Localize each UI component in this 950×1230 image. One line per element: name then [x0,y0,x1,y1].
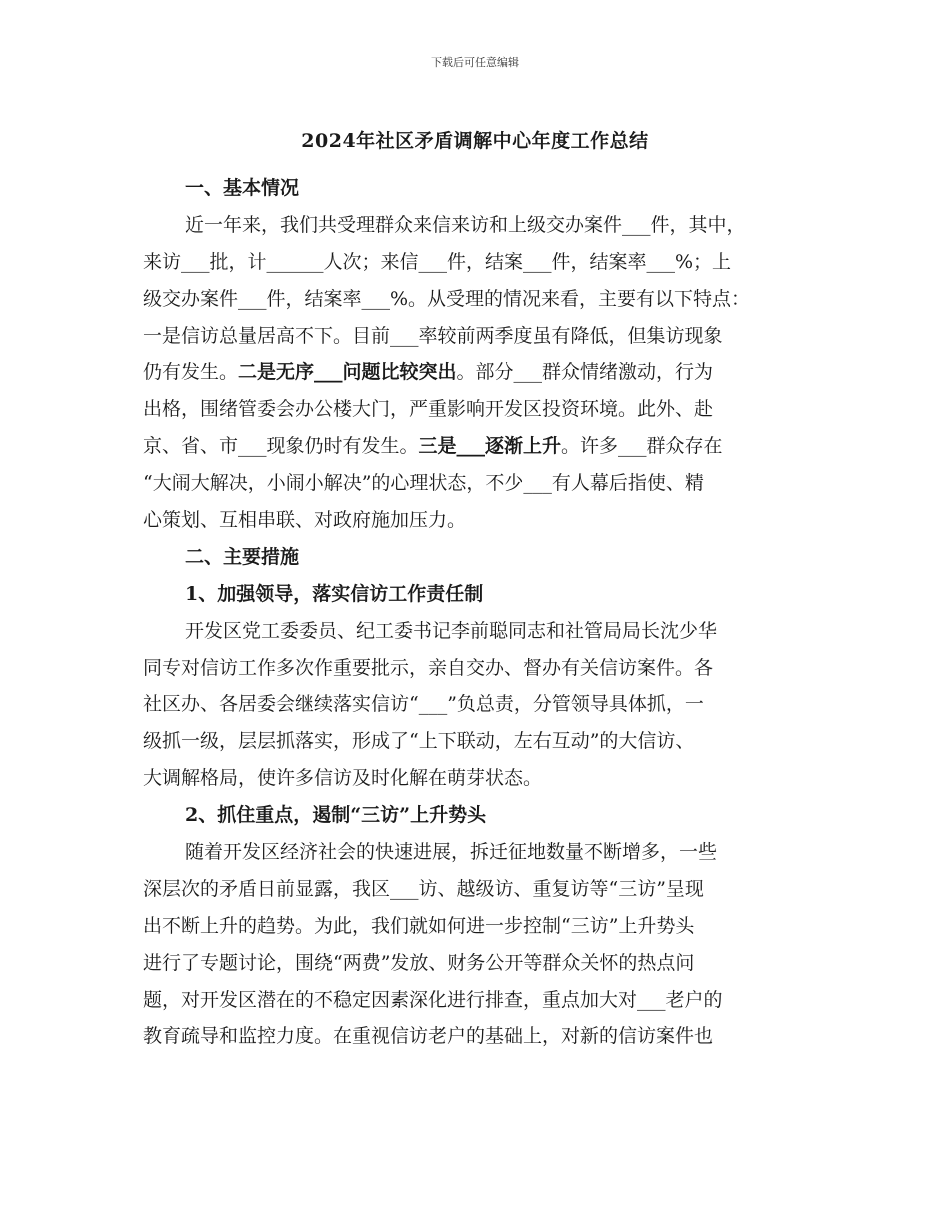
paragraph-line: 出格，围绪管委会办公楼大门，严重影响开发区投资环境。此外、赴 [143,398,714,421]
text-run: 。许多___群众存在 [561,435,723,458]
text-run: 京、省、市___现象仍时有发生。 [143,435,419,458]
paragraph-line: “大闹大解决，小闹小解决”的心理状态，不少___有人幕后指使、精 [143,472,704,495]
paragraph-line-mixed [143,428,815,465]
paragraph-line: 大调解格局，使许多信访及时化解在萌芽状态。 [143,767,543,790]
paragraph-line: 级交办案件___件，结案率___%。从受理的情况来看，主要有以下特点： [143,287,751,310]
paragraph-line: 出不断上升的趋势。为此，我们就如何进一步控制“三访”上升势头 [143,914,695,937]
paragraph-line: 进行了专题讨论，围绕“两费”发放、财务公开等群众关怀的热点问 [143,951,695,974]
text-run: 。部分___群众情绪激动，行为 [456,361,714,384]
subsection-heading-1: 1、加强领导，落实信访工作责任制 [185,582,484,605]
page-header-note: 下载后可任意编辑 [431,56,519,69]
paragraph-line: 题，对开发区潜在的不稳定因素深化进行排查，重点加大对___老户的 [143,988,723,1011]
paragraph-line: 深层次的矛盾日前显露，我区___访、越级访、重复访等“三访”呈现 [143,877,704,900]
paragraph-line: 社区办、各居委会继续落实信访“___”负总责，分管领导具体抓，一 [143,693,704,716]
document-title: 2024年社区矛盾调解中心年度工作总结 [301,130,649,152]
paragraph-line: 来访___批，计______人次；来信___件，结案___件，结案率___%；上 [143,250,732,273]
paragraph-line: 级抓一级，层层抓落实，形成了“上下联动，左右互动”的大信访、 [143,730,695,753]
section-heading-measures: 二、主要措施 [185,545,300,568]
bold-phrase: 三是___逐渐上升 [418,435,562,458]
section-heading-basic: 一、基本情况 [185,177,300,199]
text-run: 仍有发生。 [143,361,239,384]
paragraph-line: 近一年来，我们共受理群众来信来访和上级交办案件___件，其中， [185,213,746,236]
bold-phrase: 二是无序___问题比较突出 [238,361,457,384]
paragraph-line: 教育疏导和监控力度。在重视信访老户的基础上，对新的信访案件也 [143,1025,714,1048]
paragraph-line: 心策划、互相串联、对政府施加压力。 [143,509,467,532]
paragraph-line-mixed [143,354,815,391]
paragraph-line: 同专对信访工作多次作重要批示，亲自交办、督办有关信访案件。各 [143,656,714,679]
paragraph-line: 随着开发区经济社会的快速进展，拆迁征地数量不断增多，一些 [185,841,718,864]
paragraph-line: 开发区党工委委员、纪工委书记李前聪同志和社管局局长沈少华 [185,619,718,642]
subsection-heading-2: 2、抓住重点，遏制“三访”上升势头 [185,804,487,827]
document-body [143,170,815,1055]
paragraph-line: 一是信访总量居高不下。目前___率较前两季度虽有降低，但集访现象 [143,324,723,347]
